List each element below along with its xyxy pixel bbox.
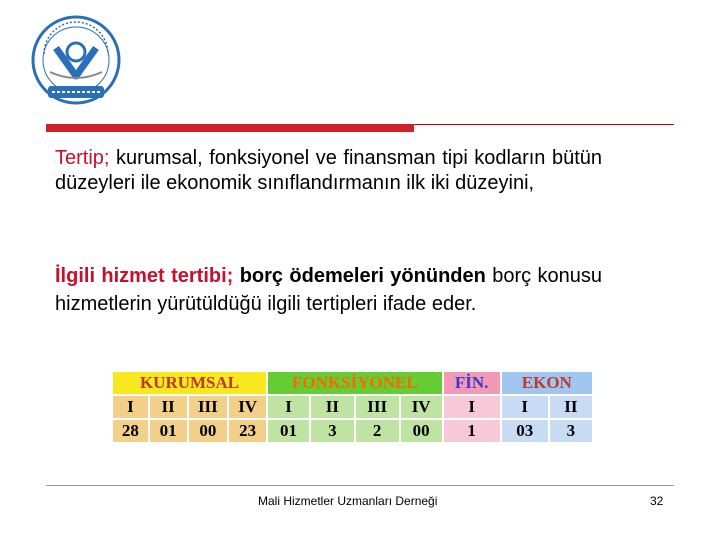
tertip-term: Tertip; — [55, 147, 110, 169]
level-cell: IV — [228, 395, 267, 419]
header-finansman: FİN. — [443, 371, 501, 395]
table-code-row — [112, 419, 593, 443]
header-thin-rule — [414, 124, 674, 125]
code-cell: 01 — [149, 419, 188, 443]
level-cell: II — [149, 395, 188, 419]
code-cell: 3 — [549, 419, 593, 443]
header-kurumsal: KURUMSAL — [112, 371, 267, 395]
code-cell: 00 — [400, 419, 443, 443]
code-cell: 3 — [310, 419, 355, 443]
header-ekonomik: EKON — [501, 371, 593, 395]
footer-rule — [46, 485, 674, 486]
tertip-definition — [55, 146, 602, 196]
page-number: 32 — [650, 494, 664, 508]
level-cell: II — [310, 395, 355, 419]
ilgili-hizmet-term: İlgili hizmet tertibi; — [55, 265, 234, 287]
ilgili-hizmet-text: borç konusu hizmetlerin yürütüldüğü ilgili tertipleri ifade eder. — [55, 265, 603, 315]
code-table — [111, 370, 594, 444]
level-cell: I — [501, 395, 549, 419]
level-cell: IV — [400, 395, 443, 419]
table-level-row — [112, 395, 593, 419]
code-cell: 28 — [112, 419, 149, 443]
level-cell: I — [112, 395, 149, 419]
code-table-image — [93, 356, 594, 456]
tertip-text: kurumsal, fonksiyonel ve finansman tipi kodların bütün düzeyleri ile ekonomik sınıflandırmanın ilk iki düzeyini, — [55, 147, 602, 194]
code-cell: 23 — [228, 419, 267, 443]
code-cell: 2 — [355, 419, 400, 443]
ilgili-hizmet-bold-text: borç ödemeleri yönünden — [233, 265, 486, 287]
level-cell: II — [549, 395, 593, 419]
header-fonksiyonel: FONKSİYONEL — [267, 371, 443, 395]
association-logo — [30, 14, 122, 110]
footer-org-name: Mali Hizmetler Uzmanları Derneği — [258, 494, 438, 508]
header-red-rule — [46, 124, 414, 132]
code-cell: 03 — [501, 419, 549, 443]
table-header-row — [112, 371, 593, 395]
code-cell: 1 — [443, 419, 501, 443]
code-cell: 00 — [188, 419, 229, 443]
level-cell: I — [443, 395, 501, 419]
code-cell: 01 — [267, 419, 310, 443]
level-cell: III — [188, 395, 229, 419]
level-cell: III — [355, 395, 400, 419]
ilgili-hizmet-tertibi-definition — [55, 262, 602, 318]
level-cell: I — [267, 395, 310, 419]
